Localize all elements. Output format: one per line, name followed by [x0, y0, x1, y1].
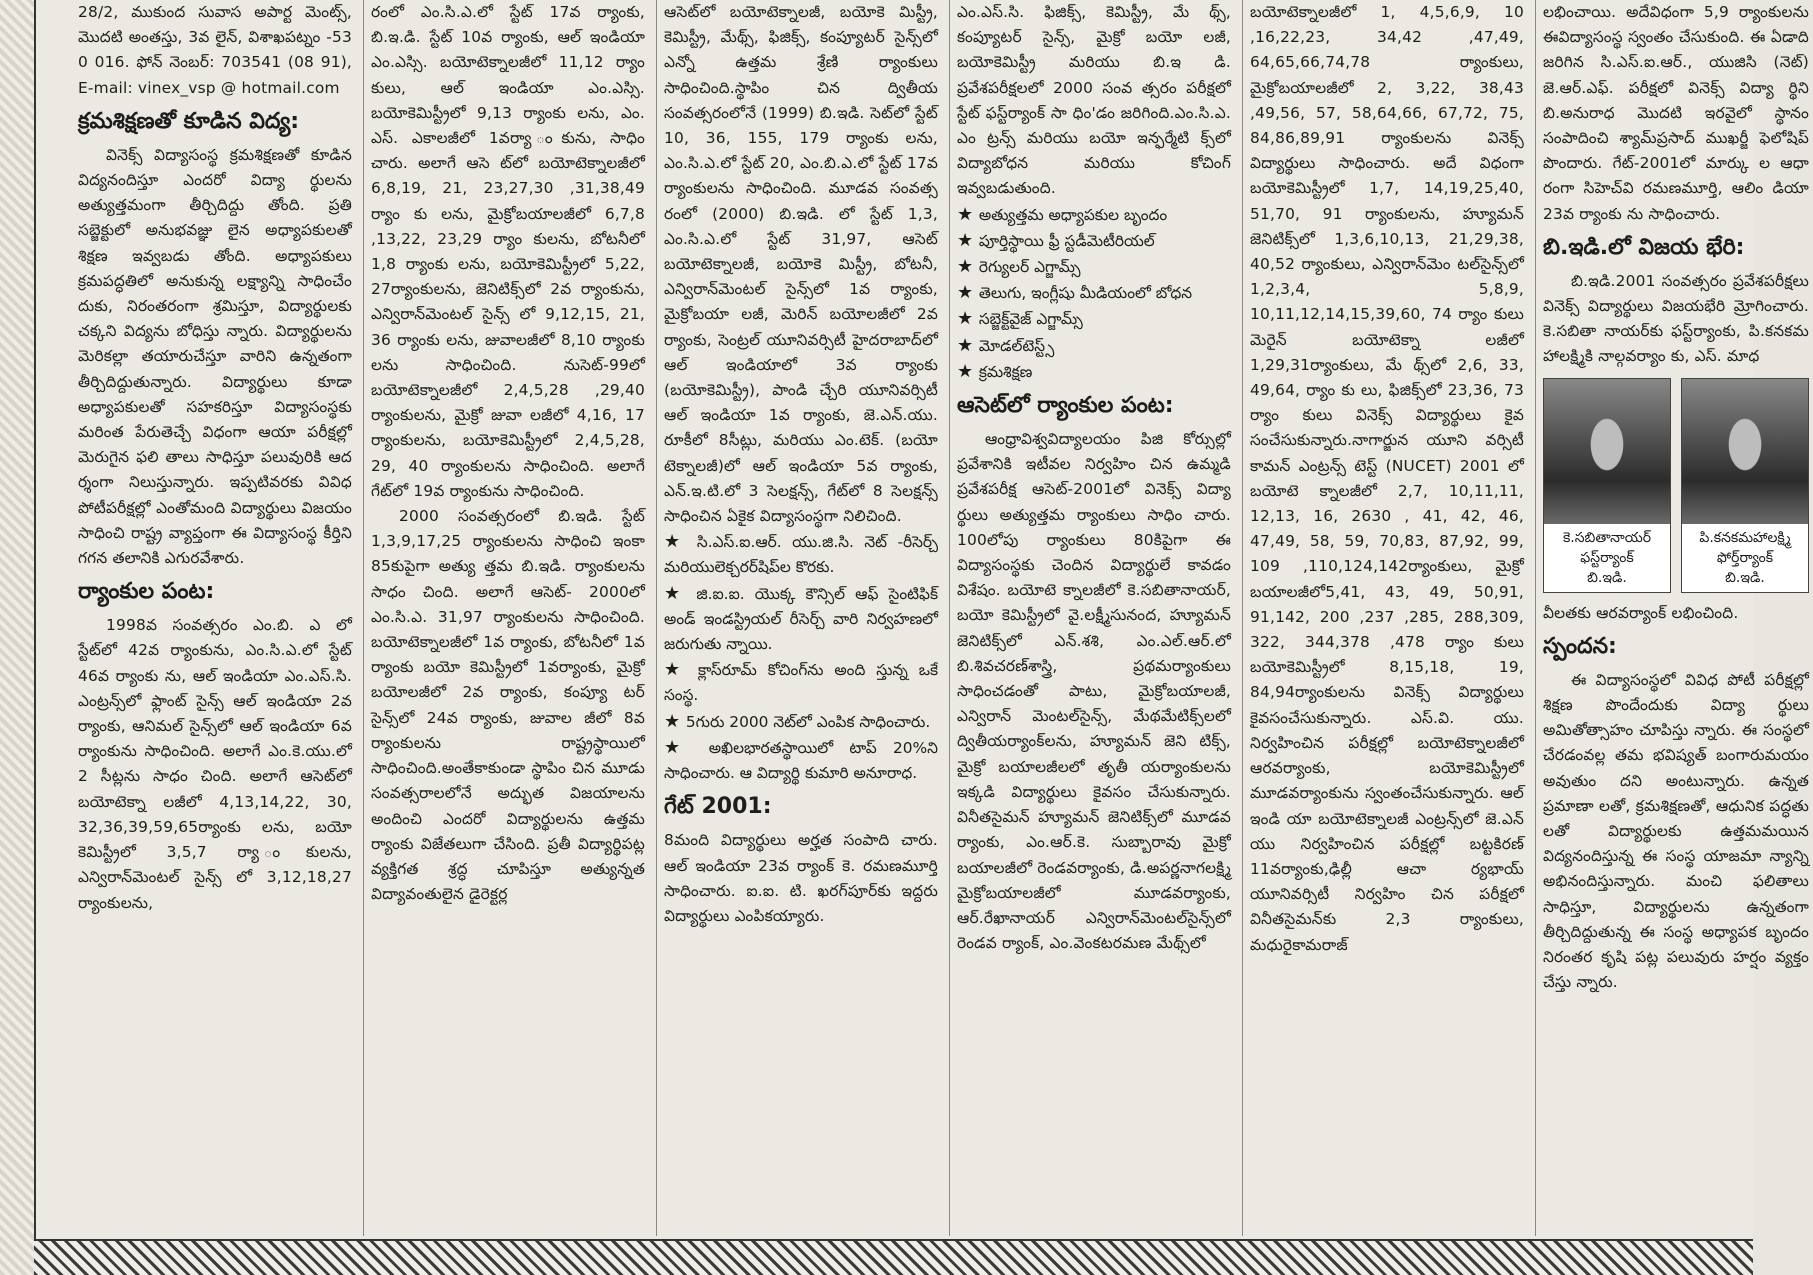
heading-bed-victory: బి.ఇడి.లో విజయ భేరి:: [1543, 234, 1745, 260]
paragraph: ఆసెట్‌లో బయోటెక్నాలజీ, బయోకె మిస్ట్రీ, కెమిస్ట్రీ, మేథ్స్, ఫిజిక్స్, కంప్యూటర్ సైన్స్‌లో ఎన్నో ఉత్తమ శ్రేణి ర్యాంకులు సాధించింది.స్థాపిం చిన ద్వితీయ సంవత్సరంలోనే (1999) బి.ఇడి. సెట్‌లో స్టేట్ 10, 36, 155, 179 ర్యాంకు లను, ఎం.సి.ఎ.లో స్టేట్ 20, ఎం.బి.ఎ.లో స్టేట్ 17వ ర్యాంకులను సాధించింది. మూడవ సంవత్స రంలో (2000) బి.ఇడి. లో స్టేట్ 1,3, ఎం.సి.ఎ.లో స్టేట్ 31,97, ఆసెట్ బయోటెక్నాలజీ, బయోకె మిస్ట్రీ, బోటనీ, ఎన్విరాన్‌మెంటల్ సైన్స్‌లో 1వ ర్యాంకు, మైక్రోబయా లజీ, మెరిన్ బయోలజీలో 2వ ర్యాంకు, సెంట్రల్ యూనివర్సిటీ హైదరాబాద్‌లో ఆల్ ఇండియాలో 3వ ర్యాంకు (బయోకెమిస్ట్రీ), పాండి చ్చేరి యూనివర్సిటీ ఆల్ ఇండియా 1వ ర్యాంకు, జె.ఎన్.యు. రూకీలో 8సీట్లు, మరియు ఎం.టెక్. (బయో టెక్నాలజీ)లో ఆల్ ఇండియా 5వ ర్యాంకు, ఎన్.ఇ.టి.లో 3 సెలక్షన్స్, గేట్‌లో 8 సెలక్షన్స్ సాధించిన ఏకైక విద్యాసంస్థగా నిలిచింది.: [664, 3, 938, 526]
photo-caption: [1682, 524, 1808, 592]
caption-rank: ఫస్ట్‌ర్యాంక్: [1580, 549, 1634, 566]
caption-rank: ఫోర్త్‌ర్యాంక్: [1716, 549, 1774, 566]
list-item: ★ క్లాస్‌రూమ్ కోచింగ్‌ను అంది స్తున్న ఒకే సంస్థ.: [664, 657, 938, 708]
list-item: ★ తెలుగు, ఇంగ్లీషు మీడియంలో బోధన: [957, 280, 1231, 306]
paragraph: బి.ఇడి.2001 సంవత్సరం ప్రవేశపరీక్షలు వినెక్స్ విద్యార్థులు విజయభేరి మ్రోగించారు. కె.సబితా నాయర్‌కు ఫస్ట్‌ర్యాంకు, పి.కనకమ హాలక్ష్మికి నాల్గవర్యాం కు, ఎస్. మాధ: [1543, 271, 1809, 366]
paragraph: వినెక్స్ విద్యాసంస్థ క్రమశిక్షణతో కూడిన విద్యనందిస్తూ ఎందరో విద్యా ర్థులను అత్యుత్తమంగా తీర్చిదిద్దు తోంది. ప్రతి సబ్జెక్టులో అనుభవజ్ఞు లైన అధ్యాపకులతో శిక్షణ ఇవ్వబడు తోంది. అధ్యాపకులు క్రమపద్ధతిలో అనుకున్న లక్ష్యాన్ని సాధించేం దుకు, నిరంతరంగా శ్రమిస్తూ, విద్యార్థులకు చక్కని విద్యను బోధిస్తు న్నారు. విద్యార్థులను మెరికల్లా తయారుచేస్తూ వారిని ఉన్నతంగా తీర్చిదిద్దుతున్నారు. విద్యార్థులు కూడా అధ్యాపకులతో సహకరిస్తూ విద్యాసంస్థకు మరింత పేరుతెచ్చే విధంగా ఆయా పరీక్షల్లో మెరుగైన ఫలి తాలు సాధిస్తూ పలువురికి ఆద ర్శంగా నిలుస్తున్నారు. ఇప్పటివరకు వివిధ పోటీపరీక్షల్లో ఎంతోమంది విద్యార్థులు విజయం సాధించి రాష్ట్ర వ్యాప్తంగా ఈ విద్యాసంస్థ కీర్తిని గగన తలానికి ఎగురవేశారు.: [78, 145, 352, 568]
decorative-left-border: [0, 0, 36, 1275]
article-columns: [78, 0, 1809, 1236]
list-item: ★ మోడల్‌టెస్ట్స్: [957, 333, 1231, 359]
list-item: ★ పూర్తిస్థాయి ఫ్రీ స్టడీమెటీరియల్: [957, 228, 1231, 254]
list-item: ★ జి.ఐ.ఐ. యొక్క కౌన్సిల్ ఆఫ్ సైంటిఫిక్ అండ్ ఇండస్ట్రియల్ రీసెర్చ్ వారి నిర్వహణలో జరుగుతు న్నాయి.: [664, 581, 938, 658]
list-item: ★ సబ్జెక్ట్‌వైజ్ ఎగ్జామ్స్: [957, 306, 1231, 332]
column-3: [664, 0, 942, 1236]
photo-card: [1681, 378, 1809, 593]
caption-name: పి.కనకమహాలక్ష్మి: [1699, 529, 1791, 546]
list-item: ★ సి.ఎస్.ఐ.ఆర్. యు.జి.సి. నెట్ -రీసెర్చ్ మరియులెక్చరర్‌షిప్‌ల కొరకు.: [664, 529, 938, 580]
heading-aset-ranks: ఆసెట్‌లో ర్యాంకుల పంట:: [957, 393, 1174, 419]
caption-exam: బి.ఇడి.: [1587, 569, 1627, 586]
column-4: [957, 0, 1235, 1236]
paragraph: ఎం.ఎస్.సి. ఫిజిక్స్, కెమిస్ట్రీ, మే థ్స్, కంప్యూటర్ సైన్స్, మైక్రో బయో లజీ, బయోకెమిస్ట్రీ మరియు బి.ఇ డి. ప్రవేశపరీక్షలలో 2000 సంవ త్సరం పరీక్షలో స్టేట్ ఫస్ట్‌ర్యాంక్ సా ధిం'డం జరిగింది.ఎం.సి.ఎ. ఎం ట్రన్స్ మరియు బయో ఇన్ఫర్మేటి క్స్‌లో విద్యాబోధన మరియు కోచింగ్ ఇవ్వబడుతుంది.: [957, 3, 1231, 198]
list-item: ★ క్రమశిక్షణ: [957, 359, 1231, 385]
paragraph: 2000 సంవత్సరంలో బి.ఇడి. స్టేట్ 1,3,9,17,25 ర్యాంకులను సాధించి ఇంకా 85కుపైగా అత్యు త్తమ బి.ఇడి. ర్యాంకులను సాధం చింది. అలాగే ఆసెట్- 2000లో ఎం.సి.ఎ. 31,97 ర్యాంకులను సాధించింది. బయోటెక్నాలజీలో 1వ ర్యాంకు, బోటనీలో 1వ ర్యాంకు బయో కెమిస్ట్రీలో 1వర్యాంకు, మైక్రో బయోలజీలో 2వ ర్యాంకు, కంప్యూ టర్ సైన్స్‌లో 24వ ర్యాంకు, జువాల జీలో 8వ ర్యాంకులను రాష్ట్రస్థాయిలో సాధించింది.అంతేకాకుండా స్థాపిం చిన మూడు సంవత్సరాలలోనే అద్భుత విజయాలను అందించి ఎందరో విద్యార్థులను ఉత్తమ ర్యాంకు విజేతలుగా చేసింది. ప్రతీ విద్యార్థిపట్ల వ్యక్తిగత శ్రద్ధ చూపిస్తూ అత్యున్నత విద్యావంతులైన డైరెక్టర్ల: [371, 507, 645, 904]
paragraph: వీలతకు ఆరవర్యాంక్ లభించింది.: [1543, 603, 1739, 622]
paragraph: బయోటెక్నాలజీలో 1, 4,5,6,9, 10 ,16,22,23, 34,42 ,47,49, 64,65,66,74,78 ర్యాంకులు, మైక్రోబయాలజీలో 2, 3,22, 38,43 ,49,56, 57, 58,64,66, 67,72, 75, 84,86,89,91 ర్యాంకులను వినెక్స్ విద్యార్థులు సాధించారు. అదే విధంగా బయోకెమిస్ట్రీలో 1,7, 14,19,25,40, 51,70, 91 ర్యాంకులను, హ్యూమన్ జెనిటిక్స్‌లో 1,3,6,10,13, 21,29,38, 40,52 ర్యాంకులు, ఎన్విరాన్‌మెం టల్‌సైన్స్‌లో 1,2,3,4, 5,8,9, 10,11,12,14,15,39,60, 74 ర్యాం కులు మెరైన్ బయోటెక్నా లజీలో 1,29,31ర్యాంకులు, మే థ్స్‌లో 2,6, 33, 49,64, ర్యాం కు లు, ఫిజిక్స్‌లో 23,36, 73 ర్యాం కులు వినెక్స్ విద్యార్థులు కైవ సంచేసుకున్నారు.నాగార్జున యూని వర్సిటీ కామన్ ఎంట్రన్స్ టెస్ట్ (NUCET) 2001 లో బయోటె క్నాలజీలో 2,7, 10,11,11, 12,13, 16, 2630 , 41, 42, 46, 47,49, 58, 59, 70,83, 87,92, 99, 109 ,110,124,142ర్యాంకులు, మైక్రో బయాలజీలో5,41, 43, 49, 50,91, 91,142, 200 ,237 ,285, 288,309, 322, 344,378 ,478 ర్యాం కులు బయోకెమిస్ట్రీలో 8,15,18, 19, 84,94ర్యాంకులను వినెక్స్ విద్యార్థులు కైవసంచేసుకున్నారు. ఎస్.వి. యు. నిర్వహించిన పరీక్షల్లో బయోటెక్నాలజీలో ఆరవర్యాంకు, బయోకెమిస్ట్రీలో మూడవర్యాంకును స్వంతంచేసుకున్నారు. ఆల్ ఇండి యా బయోటెక్నాలజీ ఎంట్రన్స్‌లో జె.ఎన్ యు నిర్వహించిన పరీక్షల్లో బట్టకిరణ్ 11వర్యాంకు,ఢిల్లీ ఆచా ర్యభాయ్ యూనివర్సిటీ నిర్వహిం చిన పరీక్షలో వినీతసైమన్‌కు 2,3 ర్యాంకులు, మధురైకామరాజ్: [1250, 3, 1524, 954]
heading-gate: గేట్ 2001:: [664, 794, 772, 820]
photo-card: [1543, 378, 1671, 593]
heading-ranks: ర్యాంకుల పంట:: [78, 579, 215, 605]
heading-response: స్పందన:: [1543, 633, 1617, 659]
paragraph: రంలో ఎం.సి.ఎ.లో స్టేట్ 17వ ర్యాంకు, బి.ఇ.డి. స్టేట్ 10వ ర్యాంకు, ఆల్ ఇండియా ఎం.ఎస్సి. బయోటెక్నాలజీలో 11,12 ర్యాం కులు, ఆల్ ఇండియా ఎం.ఎస్సి. బయోకెమిస్ట్రీలో 9,13 ర్యాంకు లను, ఎం. ఎస్. ఎకాలజీలో 1వర్యా ంకును, సాధిం చారు. అలాగే ఆసె ట్‌లో బయోటెక్నాలజీలో 6,8,19, 21, 23,27,30 ,31,38,49 ర్యాం కు లను, మైక్రోబయాలజీలో 6,7,8 ,13,22, 23,29 ర్యాం కులను, బోటనీలో 1,8 ర్యాంకు లను, బయోకెమిస్ట్రీలో 5,22, 27ర్యాంకులను, జెనిటిక్స్‌లో 2వ ర్యాంకును, ఎన్విరాన్‌మెంటల్ సైన్స్ లో 9,12,15, 21, 36 ర్యాంకు లను, జువాలజీలో 8,10 ర్యాంకు లను సాధించింది. నుసెట్-99లో బయోటెక్నాలజీలో 2,4,5,28 ,29,40 ర్యాంకులను, మైక్రో జువా లజీలో 4,16, 17 ర్యాంకులను, బయోకెమిస్ట్రీలో 2,4,5,28, 29, 40 ర్యాంకులను సాధించింది. అలాగే గేట్‌లో 19వ ర్యాంకును సాధించింది.: [371, 3, 645, 500]
heading-discipline: క్రమశిక్షణతో కూడిన విద్య:: [78, 108, 300, 134]
column-1: [78, 0, 356, 1236]
list-item: ★ అఖిలభారతస్థాయిలో టాప్ 20%ని సాధించారు. ఆ విద్యార్థి కుమారి అనూరాధ.: [664, 735, 938, 786]
paragraph: ఈ విద్యాసంస్థలో వివిధ పోటీ పరీక్షల్లో శిక్షణ పొందేందుకు విద్యా ర్థులు అమితోత్సాహం చూపిస్తు న్నారు. ఈ సంస్థలో చేరడంవల్ల తమ భవిష్యత్ బంగారుమయం అవుతుం దని అంటున్నారు. ఉన్నత ప్రమాణా లతో, క్రమశిక్షణతో, ఆధునిక పద్ధతు లతో విద్యార్థులకు ఉత్తమమయిన విద్యనందిస్తున్న ఈ సంస్థ యాజమా న్యాన్ని అభినందిస్తున్నారు. మంచి ఫలితాలు సాధిస్తూ, విద్యార్థులను ఉన్నతంగా తీర్చిదిద్దుతున్న ఈ సంస్థ అధ్యాపక బృందం నిరంతర కృషి పట్ల పలువురు హర్షం వ్యక్తం చేస్తు న్నారు.: [1543, 670, 1809, 992]
column-5: [1250, 0, 1528, 1236]
list-item: ★ అత్యుత్తమ అధ్యాపకుల బృందం: [957, 202, 1231, 228]
caption-name: కె.సబితానాయర్: [1562, 529, 1652, 546]
paragraph: 1998వ సంవత్సరం ఎం.బి. ఎ లో స్టేట్‌లో 42వ ర్యాంకును, ఎం.సి.ఎ.లో స్టేట్ 46వ ర్యాంకు ను, ఆల్ ఇండియా ఎం.ఎస్.సి. ఎంట్రన్స్‌లో ఫ్లాంట్ సైన్స్ ఆల్ ఇండియా 2వ ర్యాంకు, ఆనిమల్ సైన్స్‌లో ఆల్ ఇండియా 6వ ర్యాంకును సాధించింది. అలాగే ఎం.కె.యు.లో 2 సీట్లను సాధం చింది. అలాగే ఆసెట్‌లో బయోటెక్నా లజీలో 4,13,14,22, 30, 32,36,39,59,65ర్యాంకు లను, బయో కెమిస్ట్రీలో 3,5,7 ర్యా ంకులను, ఎన్విరాన్‌మెంటల్ సైన్స్ లో 3,12,18,27 ర్యాంకులను,: [78, 616, 352, 912]
decorative-bottom-border: [34, 1239, 1753, 1275]
list-item: ★ 5గురు 2000 నెట్‌లో ఎంపిక సాధించారు.: [664, 709, 938, 735]
paragraph: 8మంది విద్యార్థులు అర్హత సంపాది చారు. ఆల్ ఇండియా 23వ ర్యాంక్ కె. రమణమూర్తి సాధించారు. ఐ.ఐ. టి. ఖరగ్‌పూర్‌కు ఇద్దరు విద్యార్థులు ఎంపికయ్యారు.: [664, 831, 938, 925]
address-paragraph: 28/2, ముకుంద సువాస అపార్ట మెంట్స్, మొదటి అంతస్తు, 3వ లైన్, విశాఖపట్నం -53 0 016. ఫోన్ నెంబర్: 703541 (08 91), E-mail: vinex_vsp @ hotmail.com: [78, 3, 352, 97]
bullet-list: [664, 529, 938, 786]
paragraph: లభించాయి. అదేవిధంగా 5,9 ర్యాంకులను ఈవిద్యాసంస్థ స్వంతం చేసుకుంది. ఈ ఏడాది జరిగిన సి.ఎస్.ఐ.ఆర్., యుజిసి (నెట్) జె.ఆర్.ఎఫ్. పరీక్షలో వినెక్స్ విద్యా ర్థిని బి.అనురాధ మొదటి ఇరవైలో స్థానం సంపాదించి శ్యామ్‌ప్రసాద్ ముఖర్జీ ఫెలోషిప్ పొందారు. గేట్-2001లో మార్కు ల ఆధా రంగా సిహెచ్‌వి రమణమూర్తి, ఆలిం డియా 23వ ర్యాంకు ను సాధించారు.: [1543, 3, 1809, 223]
bullet-list: [957, 202, 1231, 385]
caption-exam: బి.ఇడి.: [1725, 569, 1765, 586]
list-item: ★ రెగ్యులర్ ఎగ్జామ్స్: [957, 254, 1231, 280]
paragraph: ఆంధ్రావిశ్వవిద్యాలయం పిజి కోర్సుల్లో ప్రవేశానికి ఇటీవల నిర్వహిం చిన ఉమ్మడి ప్రవేశపరీక్ష ఆసెట్-2001లో వినెక్స్ విద్యా ర్థులు అత్యుత్తమ ర్యాంకులు సాధిం చారు. 100లోపు ర్యాంకులు 80కిపైగా ఈ విద్యాసంస్థకు చెందిన విద్యార్థులే కావడం విశేషం. బయోటె క్నాలజీలో కె.సబితానాయర్, బయో కెమిస్ట్రీలో వై.లక్ష్మీసునంద, హ్యూమన్ జెనిటిక్స్‌లో ఎన్.శశి, ఎం.ఎల్.ఆర్.లో బి.శివచరణ్‌శాస్త్రి, ప్రథమర్యాంకులు సాధించడంతో పాటు, మైక్రోబయాలజీ, ఎన్విరాన్ మెంటల్‌సైన్స్, మేథమేటిక్స్‌లలో ద్వితీయర్యాంక్‌లను, హ్యూమన్ జెని టిక్స్, మైక్రో బయాలజీలలో తృతీ యర్యాంకులను ఇక్కడి విద్యార్థులు కైవసం చేసుకున్నారు. వినీతసైమన్ హ్యూమన్ జెనిటిక్స్‌లో మూడవ ర్యాంకు, ఎం.ఆర్.కె. సుబ్బారావు మైక్రో బయాలజీలో రెండవర్యాంకు, డి.అపర్ణనాగలక్ష్మి మైక్రోబయాలజీలో మూడవర్యాంకు, ఆర్.రేఖానాయర్ ఎన్విరాన్‌మెంటల్‌సైన్స్‌లో రెండవ ర్యాంక్, ఎం.వెంకటరమణ మేథ్స్‌లో: [957, 430, 1231, 953]
photo-row: [1543, 378, 1809, 593]
portrait-photo: [1544, 379, 1670, 524]
column-2: [371, 0, 649, 1236]
portrait-photo: [1682, 379, 1808, 524]
column-6: [1543, 0, 1813, 1236]
photo-caption: [1544, 524, 1670, 592]
